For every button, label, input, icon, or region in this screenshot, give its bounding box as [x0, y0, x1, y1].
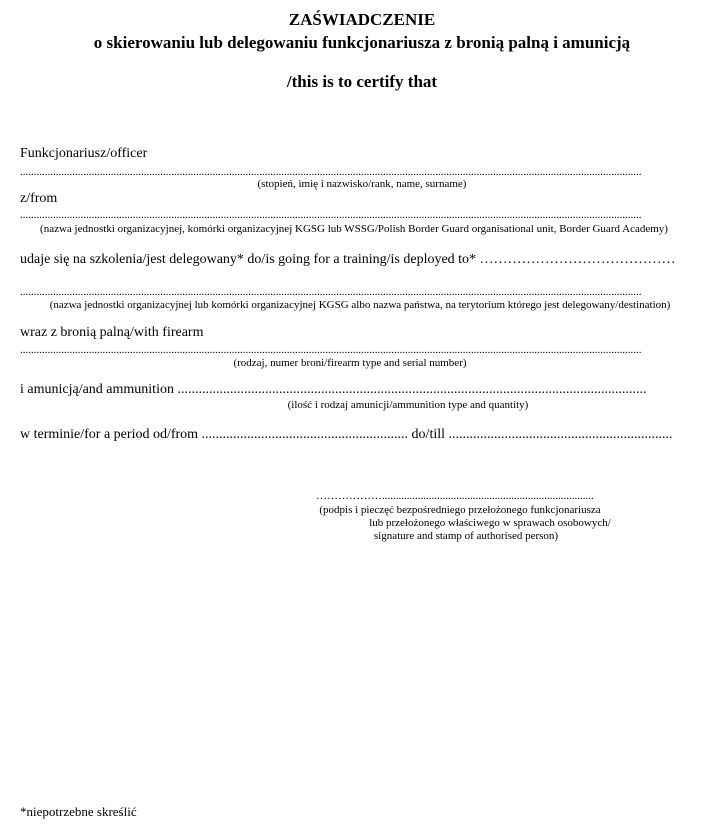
officer-caption: (stopień, imię i nazwisko/rank, name, surname)	[257, 178, 467, 190]
firearm-caption: (rodzaj, numer broni/firearm type and serial number)	[233, 357, 467, 369]
signature-caption-2: lub przełożonego właściwego w sprawach osobowych/	[369, 517, 611, 529]
firearm-field[interactable]: ..................................................................................................................................................................................................................................	[20, 344, 642, 356]
ammo-label: i amunicją/and ammunition ......................................................................................................................................	[20, 382, 647, 397]
firearm-label: wraz z bronią palną/with firearm	[20, 325, 204, 340]
signature-line[interactable]: ……………….............................................................................	[316, 490, 594, 502]
signature-caption-1: (podpis i pieczęć bezpośredniego przełożonego funkcjonariusza	[319, 504, 601, 516]
document-subtitle: o skierowaniu lub delegowaniu funkcjonariusza z bronią palną i amunicją	[93, 33, 631, 52]
from-label: z/from	[20, 191, 58, 206]
officer-label: Funkcjonariusz/officer	[20, 146, 148, 161]
document-subtitle-english: /this is to certify that	[286, 72, 438, 91]
period-label: w terminie/for a period od/from ........................................................... do/till ................................................................	[20, 427, 673, 442]
footnote: *niepotrzebne skreślić	[20, 804, 137, 819]
signature-caption-3: signature and stamp of authorised person)	[373, 530, 559, 542]
ammo-caption: (ilość i rodzaj amunicji/ammunition type and quantity)	[287, 399, 529, 411]
from-caption: (nazwa jednostki organizacyjnej, komórki organizacyjnej KGSG lub WSSG/Polish Border Guard organisational unit, Border Guard Academy)	[40, 223, 668, 235]
officer-field[interactable]: ..................................................................................................................................................................................................................................	[20, 166, 642, 178]
destination-field[interactable]: ..................................................................................................................................................................................................................................	[20, 286, 642, 298]
document-title: ZAŚWIADCZENIE	[288, 10, 436, 29]
training-label: udaje się na szkolenia/jest delegowany* do/is going for a training/is deployed to* ……………………………………	[20, 252, 676, 267]
destination-caption: (nazwa jednostki organizacyjnej lub komórki organizacyjnej KGSG albo nazwa państwa, na terytorium którego jest delegowany/destination)	[49, 299, 671, 311]
from-field[interactable]: ..................................................................................................................................................................................................................................	[20, 209, 642, 221]
